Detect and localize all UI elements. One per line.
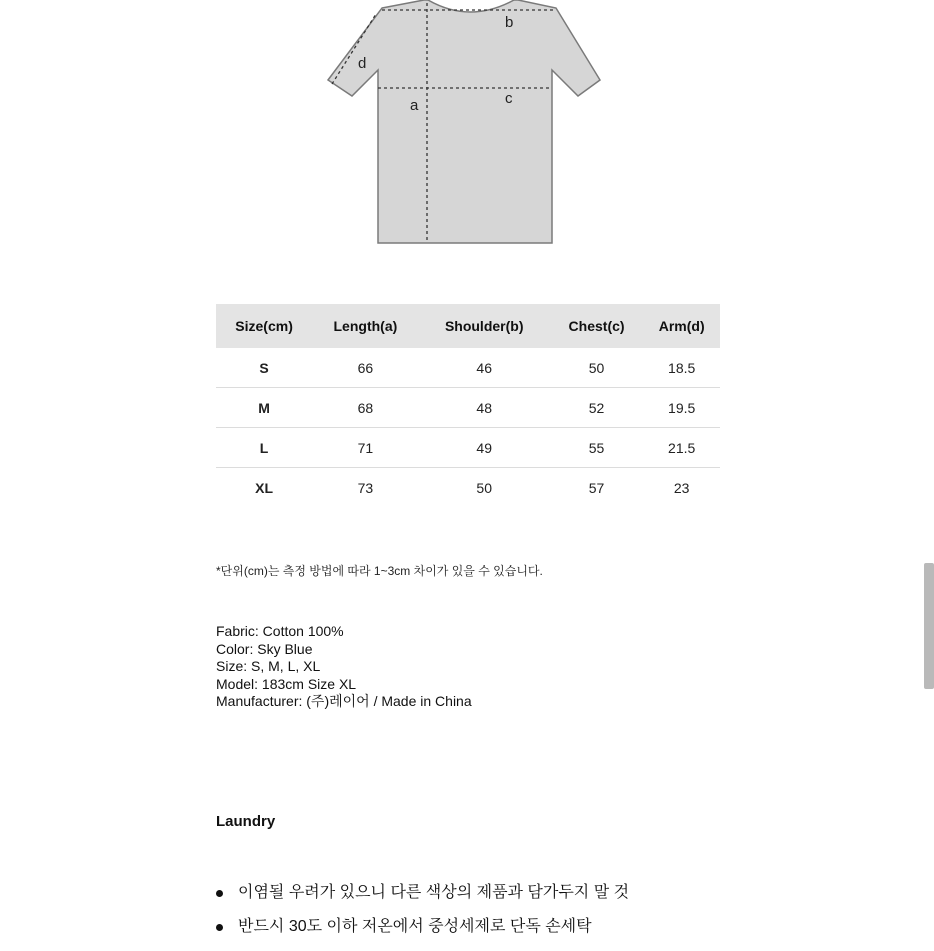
table-row [216,348,720,388]
header-chest: Chest(c) [550,304,644,348]
cell-size: L [216,428,312,468]
cell-chest: 50 [550,348,644,388]
bullet-icon [216,890,223,897]
list-item [216,883,629,917]
cell-shoulder: 48 [419,388,550,428]
header-shoulder: Shoulder(b) [419,304,550,348]
cell-length: 68 [312,388,418,428]
tshirt-measurement-diagram [320,0,620,260]
color-line: Color: Sky Blue [216,640,313,657]
header-size: Size(cm) [216,304,312,348]
list-item [216,917,629,951]
laundry-list [216,883,629,951]
model-line: Model: 183cm Size XL [216,675,357,692]
cell-length: 71 [312,428,418,468]
laundry-heading: Laundry [216,813,276,830]
tshirt-outline [328,0,600,243]
header-arm: Arm(d) [643,304,720,348]
cell-shoulder: 46 [419,348,550,388]
bullet-icon [216,924,223,931]
cell-arm: 18.5 [643,348,720,388]
scrollbar-thumb[interactable] [924,563,934,689]
cell-arm: 23 [673,479,690,496]
cell-length: 66 [312,348,418,388]
fabric-line: Fabric: Cotton 100% [216,623,344,639]
cell-arm: 19.5 [643,388,720,428]
table-row [216,388,720,428]
table-row [216,468,720,508]
cell-chest: 55 [550,428,644,468]
header-length: Length(a) [312,304,418,348]
product-info [216,623,472,711]
laundry-item-text: 이염될 우려가 있으니 다른 색상의 제품과 담가두지 말 것 [238,884,630,901]
size-chart-table [216,304,720,507]
size-line: Size: S, M, L, XL [216,658,321,674]
measurement-note: *단위(cm)는 측정 방법에 따라 1~3cm 차이가 있을 수 있습니다. [216,564,543,578]
cell-shoulder: 50 [476,479,492,496]
cell-size: S [216,348,312,388]
table-row [216,428,720,468]
manufacturer-line: Manufacturer: (주)레이어 / Made in China [216,693,472,709]
label-b: b [505,14,514,31]
laundry-item-text: 반드시 30도 이하 저온에서 중성세제로 단독 손세탁 [238,918,592,935]
cell-arm: 21.5 [643,428,720,468]
label-d: d [358,55,367,72]
cell-chest: 57 [588,479,605,496]
cell-size: XL [255,479,274,496]
table-header-row [216,304,720,348]
cell-shoulder: 49 [419,428,550,468]
cell-length: 73 [357,479,374,496]
label-c: c [505,90,513,107]
cell-chest: 52 [550,388,644,428]
label-a: a [410,97,419,114]
cell-size: M [216,388,312,428]
